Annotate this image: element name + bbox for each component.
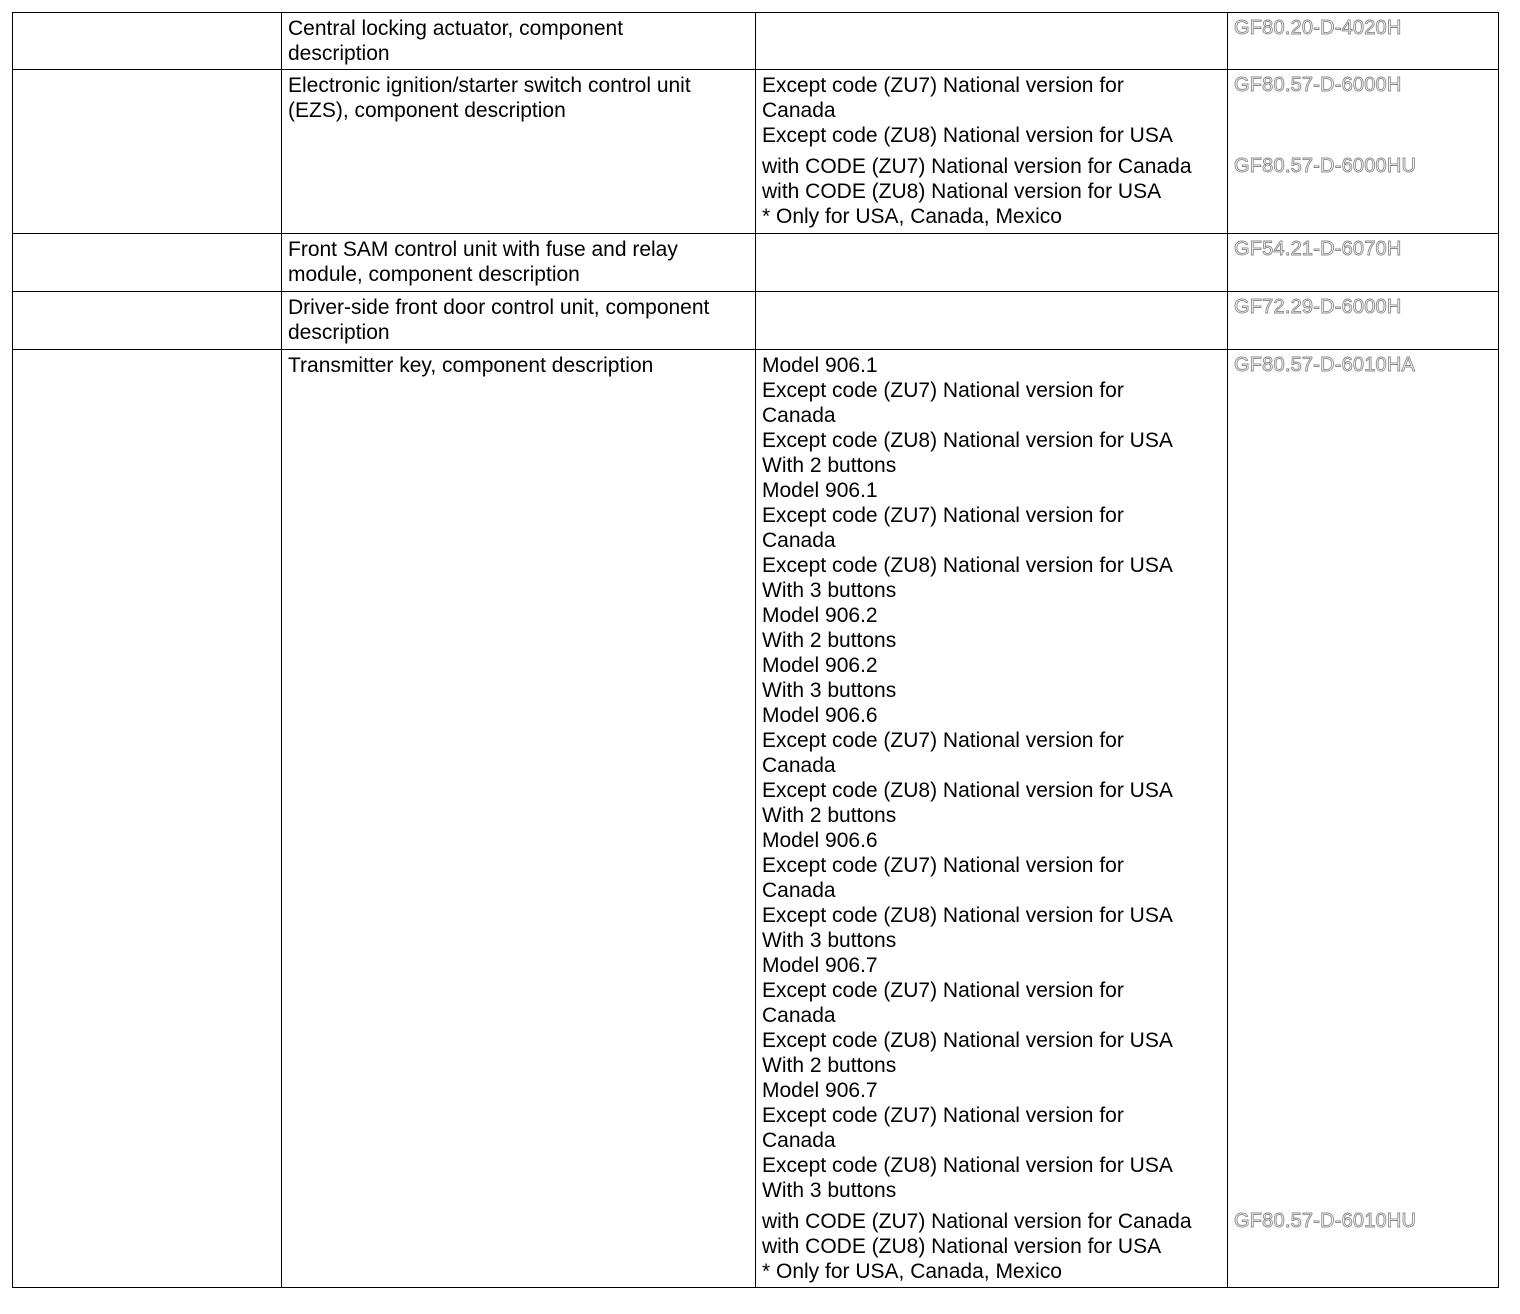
condition-line: Model 906.2 xyxy=(762,654,878,677)
condition-line: With 2 buttons xyxy=(762,454,897,477)
condition-line: * Only for USA, Canada, Mexico xyxy=(762,205,1062,228)
condition-group xyxy=(756,70,1227,151)
component-cell xyxy=(282,70,756,234)
condition-line: With 2 buttons xyxy=(762,804,897,827)
table-row xyxy=(13,70,1499,234)
document-reference-link[interactable]: GF80.57-D-6010HU xyxy=(1234,1210,1417,1232)
condition-line: With 3 buttons xyxy=(762,679,897,702)
condition-group xyxy=(756,350,1227,1206)
condition-line: With 3 buttons xyxy=(762,929,897,952)
document-reference-link[interactable]: GF80.20-D-4020H xyxy=(1234,17,1402,39)
conditions-cell xyxy=(756,350,1228,1288)
condition-line: Canada xyxy=(762,754,836,777)
document-reference-link[interactable]: GF54.21-D-6070H xyxy=(1234,238,1402,260)
condition-line: Except code (ZU7) National version for xyxy=(762,729,1124,752)
condition-line: With 3 buttons xyxy=(762,579,897,602)
condition-line: Model 906.6 xyxy=(762,704,878,727)
empty-cell xyxy=(13,13,282,70)
document-reference-link[interactable]: GF72.29-D-6000H xyxy=(1234,296,1402,318)
condition-line: Model 906.1 xyxy=(762,354,878,377)
component-description: Transmitter key, component description xyxy=(288,354,654,377)
document-reference-link[interactable]: GF80.57-D-6010HA xyxy=(1234,354,1416,376)
conditions-cell xyxy=(756,292,1228,350)
condition-line: Except code (ZU7) National version for xyxy=(762,379,1124,402)
empty-cell xyxy=(13,350,282,1288)
condition-line: with CODE (ZU8) National version for USA xyxy=(762,180,1162,203)
condition-line: * Only for USA, Canada, Mexico xyxy=(762,1260,1062,1283)
condition-line: Except code (ZU7) National version for xyxy=(762,74,1124,97)
conditions-cell xyxy=(756,70,1228,234)
condition-line: Canada xyxy=(762,1129,836,1152)
component-description: Electronic ignition/starter switch control unit (EZS), component description xyxy=(288,74,691,122)
condition-line: Canada xyxy=(762,879,836,902)
condition-line: Except code (ZU8) National version for USA xyxy=(762,554,1173,577)
component-description: Front SAM control unit with fuse and relay module, component description xyxy=(288,238,678,286)
reference-cell xyxy=(1228,234,1499,292)
condition-line: with CODE (ZU7) National version for Canada xyxy=(762,1210,1192,1233)
condition-line: Except code (ZU8) National version for USA xyxy=(762,904,1173,927)
component-description: Driver-side front door control unit, component description xyxy=(288,296,710,344)
reference-cell xyxy=(1228,70,1499,234)
condition-line: Canada xyxy=(762,529,836,552)
reference-cell xyxy=(1228,350,1499,1288)
condition-line: Except code (ZU7) National version for xyxy=(762,979,1124,1002)
condition-line: With 3 buttons xyxy=(762,1179,897,1202)
table-row xyxy=(13,350,1499,1288)
condition-line: Except code (ZU7) National version for xyxy=(762,504,1124,527)
condition-line: Except code (ZU8) National version for USA xyxy=(762,779,1173,802)
table-row xyxy=(13,234,1499,292)
condition-line: Model 906.7 xyxy=(762,954,878,977)
condition-line: with CODE (ZU7) National version for Canada xyxy=(762,155,1192,178)
condition-line: With 2 buttons xyxy=(762,1054,897,1077)
condition-line: Except code (ZU8) National version for USA xyxy=(762,1029,1173,1052)
condition-line: Canada xyxy=(762,99,836,122)
condition-line: Canada xyxy=(762,404,836,427)
condition-group xyxy=(756,151,1227,232)
conditions-cell xyxy=(756,234,1228,292)
conditions-cell xyxy=(756,13,1228,70)
table-row xyxy=(13,13,1499,70)
component-cell xyxy=(282,234,756,292)
component-description: Central locking actuator, component description xyxy=(288,17,624,65)
component-cell xyxy=(282,13,756,70)
empty-cell xyxy=(13,292,282,350)
condition-line: Except code (ZU8) National version for USA xyxy=(762,124,1173,147)
component-cell xyxy=(282,350,756,1288)
condition-line: Model 906.2 xyxy=(762,604,878,627)
condition-line: Canada xyxy=(762,1004,836,1027)
condition-group xyxy=(756,1206,1227,1287)
reference-cell xyxy=(1228,13,1499,70)
condition-line: Except code (ZU8) National version for USA xyxy=(762,1154,1173,1177)
reference-cell xyxy=(1228,292,1499,350)
condition-line: Except code (ZU8) National version for USA xyxy=(762,429,1173,452)
condition-line: Except code (ZU7) National version for xyxy=(762,1104,1124,1127)
empty-cell xyxy=(13,234,282,292)
condition-line: Model 906.1 xyxy=(762,479,878,502)
condition-line: Model 906.6 xyxy=(762,829,878,852)
table-row xyxy=(13,292,1499,350)
empty-cell xyxy=(13,70,282,234)
condition-line: Model 906.7 xyxy=(762,1079,878,1102)
condition-line: with CODE (ZU8) National version for USA xyxy=(762,1235,1162,1258)
document-reference-link[interactable]: GF80.57-D-6000HU xyxy=(1234,155,1417,177)
component-cell xyxy=(282,292,756,350)
condition-line: With 2 buttons xyxy=(762,629,897,652)
condition-line: Except code (ZU7) National version for xyxy=(762,854,1124,877)
component-reference-table xyxy=(12,12,1499,1288)
document-reference-link[interactable]: GF80.57-D-6000H xyxy=(1234,74,1402,96)
